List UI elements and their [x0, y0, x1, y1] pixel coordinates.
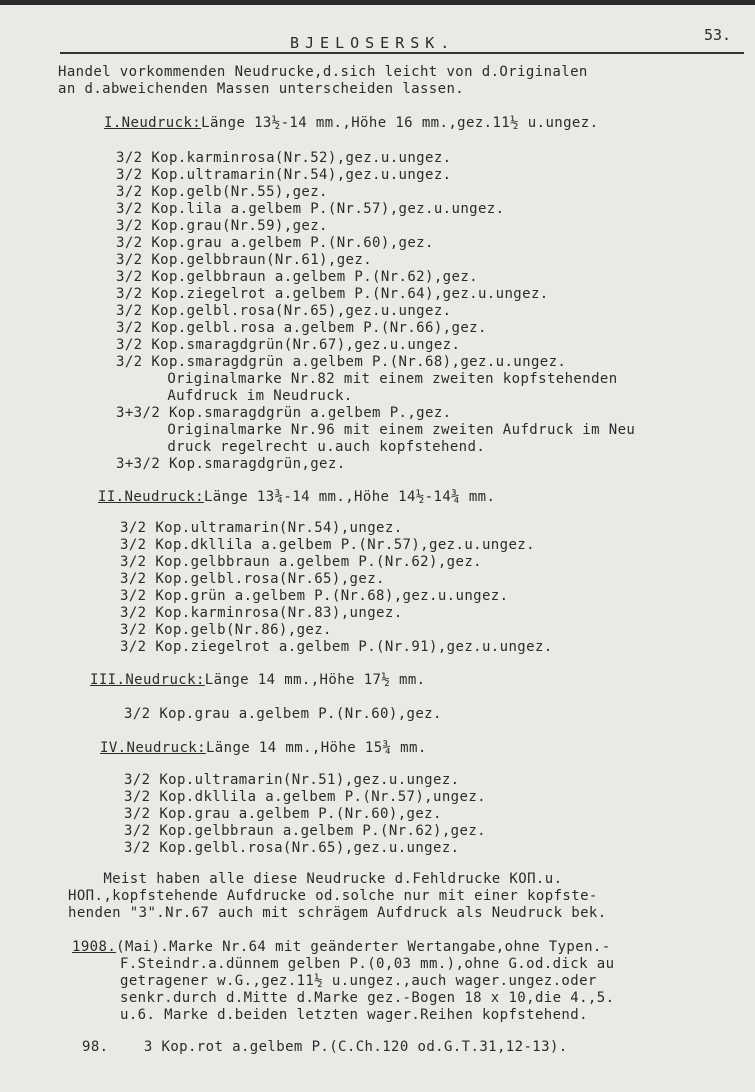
page-header-title: BJELOSERSK. — [290, 34, 456, 52]
list-item: 3/2 Kop.smaragdgrün(Nr.67),gez.u.ungez. — [116, 337, 461, 353]
list-item: 3/2 Kop.gelbl.rosa(Nr.65),gez.u.ungez. — [124, 840, 460, 856]
note-line: Meist haben alle diese Neudrucke d.Fehldrucke КОП.u. — [68, 871, 563, 887]
header-rule — [60, 52, 744, 54]
section-specs: Länge 14 mm.,Höhe 17½ mm. — [204, 672, 426, 688]
intro-line: Handel vorkommenden Neudrucke,d.sich leicht von d.Originalen — [58, 64, 588, 80]
section-heading — [90, 672, 426, 688]
list-item: 3/2 Kop.gelbbraun a.gelbem P.(Nr.62),gez. — [124, 823, 486, 839]
list-item-note: Aufdruck im Neudruck. — [132, 388, 353, 404]
list-item-note: Originalmarke Nr.96 mit einem zweiten Aufdruck im Neu — [132, 422, 636, 438]
list-item: 3/2 Kop.ziegelrot a.gelbem P.(Nr.64),gez.u.ungez. — [116, 286, 549, 302]
list-item: 3/2 Kop.dkllila a.gelbem P.(Nr.57),ungez. — [124, 789, 486, 805]
list-item: 3/2 Kop.gelbbraun a.gelbem P.(Nr.62),gez. — [120, 554, 482, 570]
list-item-note: druck regelrecht u.auch kopfstehend. — [132, 439, 486, 455]
list-item: 3/2 Kop.grau(Nr.59),gez. — [116, 218, 328, 234]
section-label: III.Neudruck: — [90, 672, 205, 688]
section-specs: Länge 14 mm.,Höhe 15¾ mm. — [205, 740, 427, 756]
year-label: 1908. — [72, 939, 117, 955]
list-item: 3/2 Kop.karminrosa(Nr.83),ungez. — [120, 605, 403, 621]
list-item: 3/2 Kop.grün a.gelbem P.(Nr.68),gez.u.ungez. — [120, 588, 509, 604]
page-number: 53. — [704, 26, 732, 44]
note-line: henden "3".Nr.67 auch mit schrägem Aufdruck als Neudruck bek. — [68, 905, 607, 921]
list-item: 3/2 Kop.dkllila a.gelbem P.(Nr.57),gez.u.ungez. — [120, 537, 535, 553]
year-entry-line: u.6. Marke d.beiden letzten wager.Reihen kopfstehend. — [120, 1007, 588, 1023]
list-item: 3/2 Kop.grau a.gelbem P.(Nr.60),gez. — [124, 706, 442, 722]
list-item: 3+3/2 Kop.smaragdgrün,gez. — [116, 456, 346, 472]
intro-line: an d.abweichenden Massen unterscheiden lassen. — [58, 81, 465, 97]
list-item: 3/2 Kop.gelbl.rosa(Nr.65),gez.u.ungez. — [116, 303, 452, 319]
list-item: 3/2 Kop.grau a.gelbem P.(Nr.60),gez. — [116, 235, 434, 251]
list-item: 3/2 Kop.gelbbraun a.gelbem P.(Nr.62),gez. — [116, 269, 478, 285]
section-heading — [104, 115, 598, 131]
section-heading — [98, 489, 495, 505]
list-item: 3/2 Kop.karminrosa(Nr.52),gez.u.ungez. — [116, 150, 452, 166]
list-item: 3/2 Kop.ultramarin(Nr.54),gez.u.ungez. — [116, 167, 452, 183]
list-item: 3/2 Kop.gelb(Nr.55),gez. — [116, 184, 328, 200]
list-item-note: Originalmarke Nr.82 mit einem zweiten kopfstehenden — [132, 371, 618, 387]
section-label: IV.Neudruck: — [100, 740, 206, 756]
list-item: 3/2 Kop.gelbl.rosa a.gelbem P.(Nr.66),gez. — [116, 320, 487, 336]
section-label: II.Neudruck: — [98, 489, 204, 505]
list-item: 3+3/2 Kop.smaragdgrün a.gelbem P.,gez. — [116, 405, 452, 421]
section-label: I.Neudruck: — [104, 115, 202, 131]
note-line: НОП.,kopfstehende Aufdrucke od.solche nur mit einer kopfste- — [68, 888, 598, 904]
year-entry-line: getragener w.G.,gez.11½ u.ungez.,auch wager.ungez.oder — [120, 973, 597, 989]
list-item: 3/2 Kop.grau a.gelbem P.(Nr.60),gez. — [124, 806, 442, 822]
section-specs: Länge 13¾-14 mm.,Höhe 14½-14¾ mm. — [203, 489, 496, 505]
list-item: 3/2 Kop.lila a.gelbem P.(Nr.57),gez.u.ungez. — [116, 201, 505, 217]
top-edge-bar — [0, 0, 755, 5]
entry-text: 3 Kop.rot a.gelbem P.(C.Ch.120 od.G.T.31,12-13). — [143, 1039, 568, 1055]
year-entry-line: senkr.durch d.Mitte d.Marke gez.-Bogen 18 x 10,die 4.,5. — [120, 990, 615, 1006]
list-item: 3/2 Kop.gelbbraun(Nr.61),gez. — [116, 252, 373, 268]
entry-number: 98. — [82, 1039, 109, 1055]
list-item: 3/2 Kop.smaragdgrün a.gelbem P.(Nr.68),gez.u.ungez. — [116, 354, 567, 370]
year-entry-text: (Mai).Marke Nr.64 mit geänderter Wertangabe,ohne Typen.- — [116, 939, 611, 955]
section-specs: Länge 13½-14 mm.,Höhe 16 mm.,gez.11½ u.ungez. — [201, 115, 599, 131]
catalog-entry — [82, 1039, 568, 1055]
section-heading — [100, 740, 427, 756]
list-item: 3/2 Kop.gelb(Nr.86),gez. — [120, 622, 332, 638]
list-item: 3/2 Kop.ultramarin(Nr.54),ungez. — [120, 520, 403, 536]
list-item: 3/2 Kop.gelbl.rosa(Nr.65),gez. — [120, 571, 385, 587]
year-entry-first-line — [72, 939, 611, 955]
list-item: 3/2 Kop.ziegelrot a.gelbem P.(Nr.91),gez.u.ungez. — [120, 639, 553, 655]
list-item: 3/2 Kop.ultramarin(Nr.51),gez.u.ungez. — [124, 772, 460, 788]
year-entry-line: F.Steindr.a.dünnem gelben P.(0,03 mm.),ohne G.od.dick au — [120, 956, 615, 972]
